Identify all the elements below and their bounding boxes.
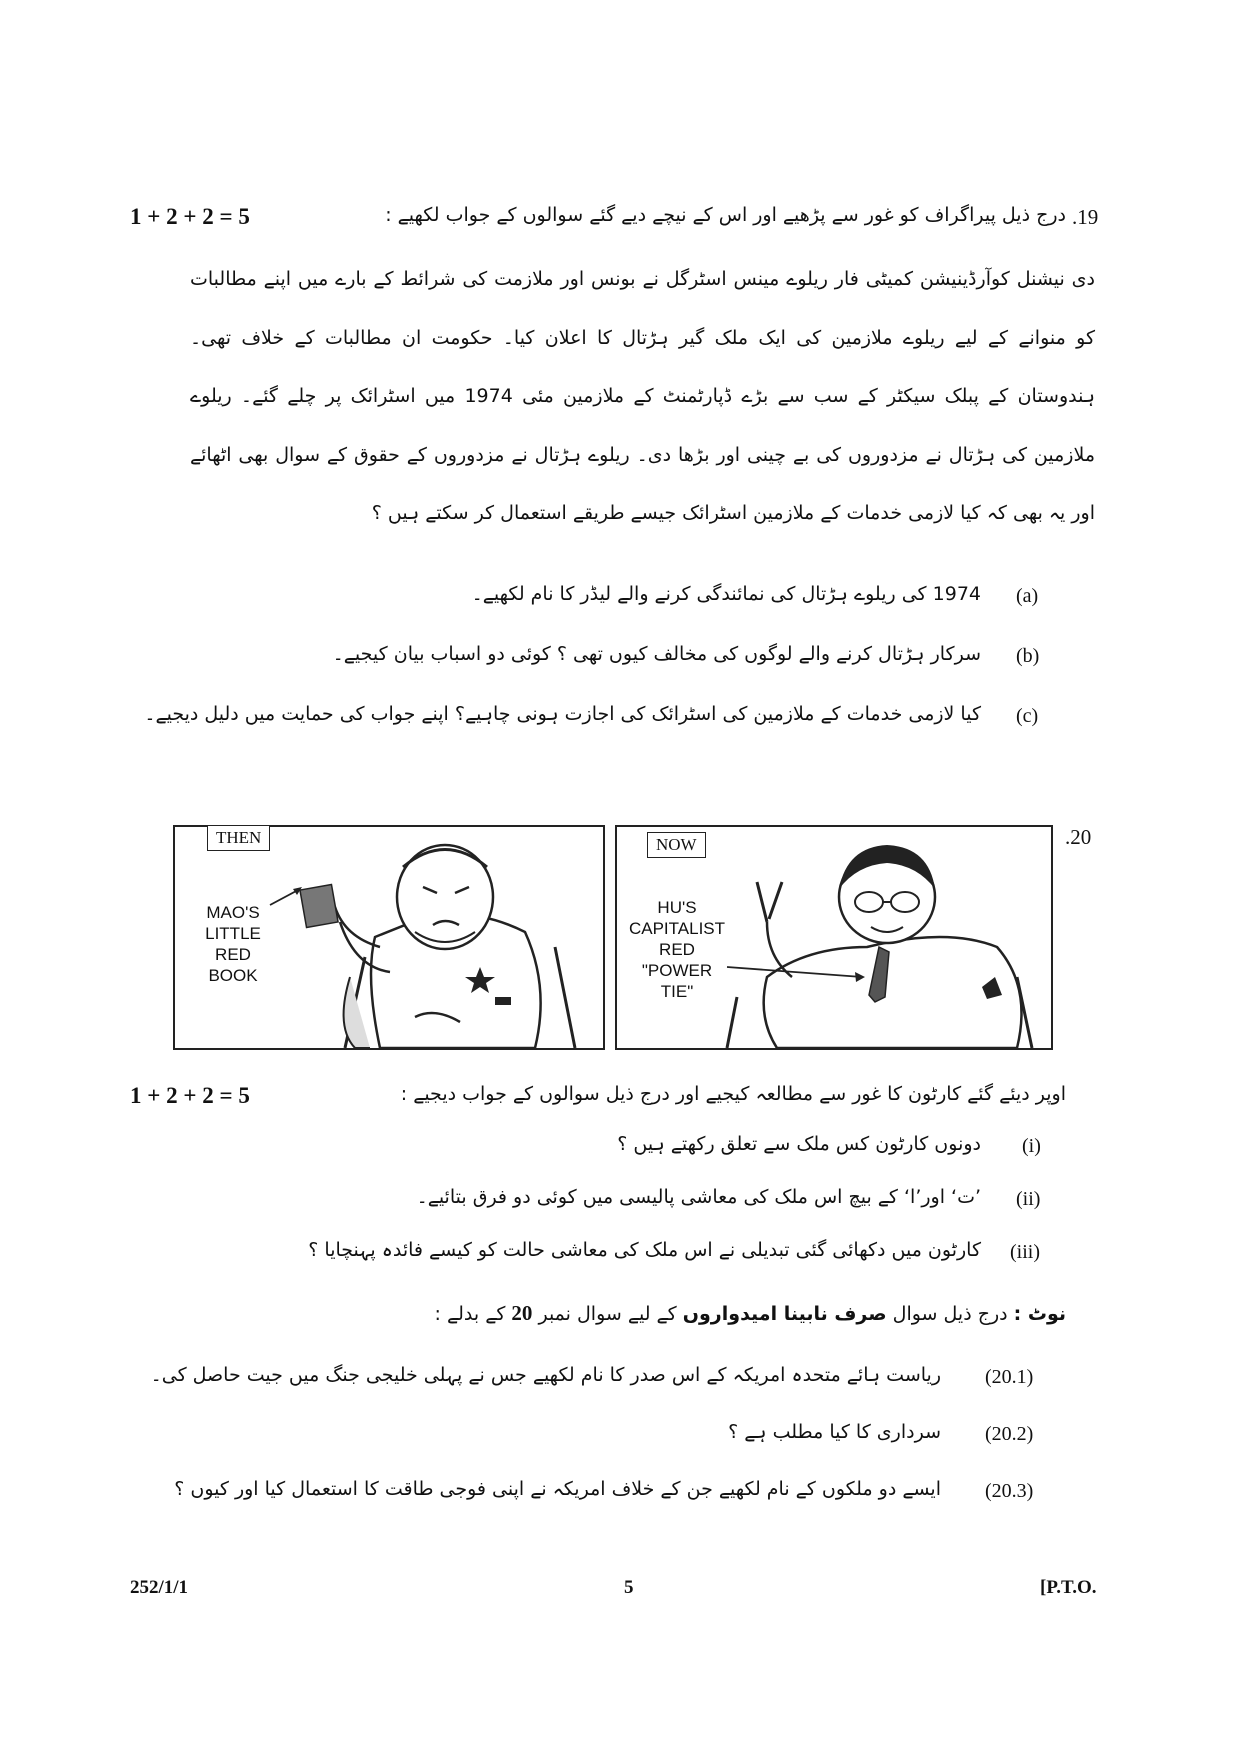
question-20-number: .20 [1065,825,1092,849]
q19-part-b-label: (b) [1016,645,1040,667]
then-caption-line-3: RED [215,945,251,964]
then-tag: THEN [207,825,270,851]
q20-part-i-text: دونوں کارٹون کس ملک سے تعلق رکھتے ہیں ؟ [617,1133,981,1155]
note-text-a: درج ذیل سوال [892,1303,1008,1325]
q20-part-ii-label: (ii) [1016,1188,1041,1210]
now-caption-line-1: HU'S [657,898,697,917]
then-caption-line-1: MAO'S [206,903,260,922]
q20-part-ii-text: ’ت‘ اور’ا‘ کے بیچ اس ملک کی معاشی پالیسی میں کوئی دو فرق بتائیے۔ [416,1186,981,1208]
note-item-2-label: (20.2) [985,1423,1034,1445]
note-prefix: نوٹ : [1013,1303,1066,1325]
question-19-marks: 1 + 2 + 2 = 5 [130,204,250,229]
now-caption-line-4: "POWER [641,961,713,980]
note-item-1-text: ریاست ہائے متحدہ امریکہ کے اس صدر کا نام لکھیے جس نے پہلی خلیجی جنگ میں جیت حاصل کی۔ [150,1364,941,1386]
note-item-2-text: سرداری کا کیا مطلب ہے ؟ [728,1421,941,1443]
then-caption-line-2: LITTLE [205,924,261,943]
now-caption-line-3: RED [659,940,695,959]
question-20-marks: 1 + 2 + 2 = 5 [130,1083,250,1108]
note-item-3-label: (20.3) [985,1480,1034,1502]
note-text-c: کے بدلے : [434,1303,506,1325]
q19-part-a-text: 1974 کی ریلوے ہڑتال کی نمائندگی کرنے والے لیڈر کا نام لکھیے۔ [471,583,981,605]
question-19-number: .19 [1072,205,1099,229]
question-20-instruction: اوپر دیئے گئے کارٹون کا غور سے مطالعہ کیجیے اور درج ذیل سوالوں کے جواب دیجیے : [400,1083,1066,1105]
question-19-paragraph: دی نیشنل کوآرڈینیشن کمیٹی فار ریلوے مینس اسٹرگل نے بونس اور ملازمت کی شرائط کے بارے میں اپنے مطالبات کو منوانے کے لیے ریلوے ملازمین کی ایک ملک گیر ہڑتال کا اعلان کیا۔ حکومت ان مطالبات کے خلاف تھی۔ ہندوستان کے پبلک سیکٹر کے سب سے بڑے ڈپارٹمنٹ کے ملازمین مئی 1974 میں اسٹرائک پر چلے گئے۔ ریلوے ملازمین کی ہڑتال نے مزدوروں کی بے چینی اور بڑھا دی۔ ریلوے ہڑتال نے مزدوروں کے حقوق کے سوال بھی اٹھائے اور یہ بھی کہ کیا لازمی خدمات کے ملازمین اسٹرائک جیسے طریقے استعمال کر سکتے ہیں ؟ [190,268,1095,524]
q20-part-iii-text: کارٹون میں دکھائی گئی تبدیلی نے اس ملک کی معاشی حالت کو کیسے فائدہ پہنچایا ؟ [308,1239,981,1261]
please-turn-over: [P.T.O. [1040,1577,1097,1598]
now-caption-line-2: CAPITALIST [628,919,726,938]
question-19-instruction: درج ذیل پیراگراف کو غور سے پڑھیے اور اس کے نیچے دیے گئے سوالوں کے جواب لکھیے : [385,204,1066,226]
then-caption [193,902,273,986]
cartoon-then-panel [173,825,605,1050]
q20-part-iii-label: (iii) [1010,1241,1040,1263]
now-tag: NOW [647,832,706,858]
note-question-number: 20 [511,1301,533,1325]
note-line [435,1300,1066,1327]
q19-part-a-label: (a) [1016,585,1039,607]
note-text-bold: صرف نابینا امیدواروں [682,1303,887,1325]
now-caption [622,897,732,1002]
now-caption-line-5: TIE" [660,982,694,1001]
cartoon-now-panel [615,825,1053,1050]
note-item-3-text: ایسے دو ملکوں کے نام لکھیے جن کے خلاف امریکہ نے اپنی فوجی طاقت کا استعمال کیا اور کیوں ؟ [174,1478,941,1500]
q20-part-i-label: (i) [1022,1135,1041,1157]
page-number: 5 [624,1577,634,1598]
paper-code: 252/1/1 [130,1577,189,1598]
note-text-b: کے لیے سوال نمبر [538,1303,677,1325]
q19-part-c-label: (c) [1016,705,1039,727]
note-item-1-label: (20.1) [985,1366,1034,1388]
then-caption-line-4: BOOK [208,966,258,985]
q19-part-c-text: کیا لازمی خدمات کے ملازمین کی اسٹرائک کی اجازت ہونی چاہیے؟ اپنے جواب کی حمایت میں دلیل دیجیے۔ [144,703,981,725]
q19-part-b-text: سرکار ہڑتال کرنے والے لوگوں کی مخالف کیوں تھی ؟ کوئی دو اسباب بیان کیجیے۔ [332,643,981,665]
